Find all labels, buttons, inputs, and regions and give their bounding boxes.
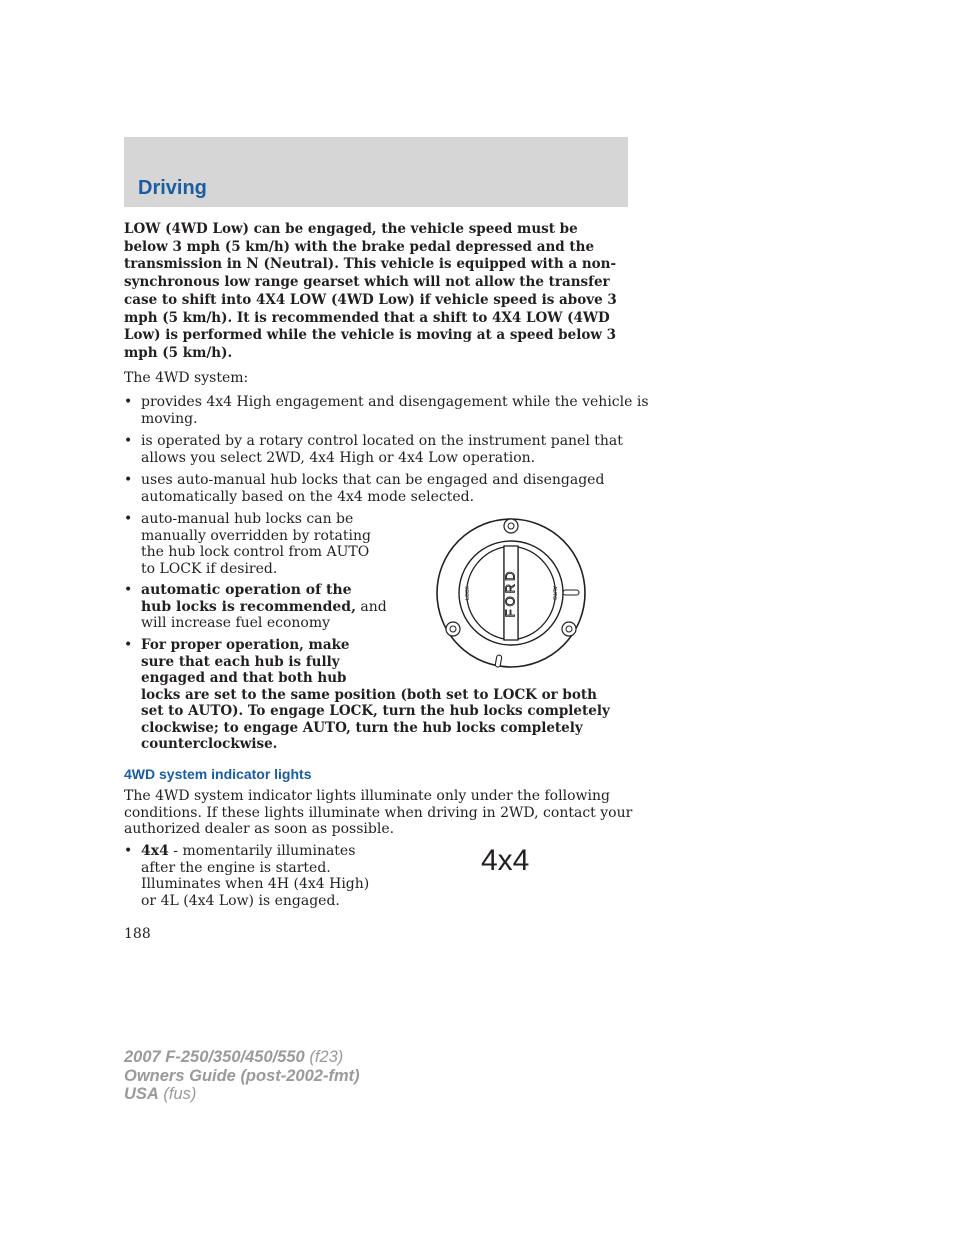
dial-auto-marker — [563, 590, 579, 595]
4x4-indicator-symbol: 4x4 — [481, 844, 530, 877]
document-footer: 2007 F-250/350/450/550 (f23) Owners Guide (post-2002-fmt) USA (fus) — [124, 1048, 360, 1103]
system-intro-text: The 4WD system: — [124, 370, 249, 386]
dial-brand-text: FORD — [502, 568, 518, 618]
indicator-lights-heading: 4WD system indicator lights — [124, 766, 312, 782]
hub-lock-dial-illustration — [434, 516, 590, 672]
dial-lock-label: LOCK — [465, 586, 471, 600]
intro-warning-paragraph: LOW (4WD Low) can be engaged, the vehicle speed must be below 3 mph (5 km/h) with the brake pedal depressed and the transmission in N (Neutral). This vehicle is equipped with a non-synchronous low range gearset which will not allow the transfer case to shift into 4X4 LOW (4WD Low) if vehicle speed is above 3 mph (5 km/h). It is recommended that a shift to 4X4 LOW (4WD Low) is performed while the vehicle is moving at a speed below 3 mph (5 km/h). — [124, 221, 617, 361]
bullet-icon: • — [124, 511, 133, 527]
page-number: 188 — [124, 926, 151, 942]
section-title: Driving — [138, 177, 207, 199]
bullet-icon: • — [124, 637, 133, 653]
bullet-icon: • — [124, 394, 133, 410]
dial-auto-label: AUTO — [551, 586, 557, 600]
bullet-icon: • — [124, 843, 133, 859]
bullet-icon: • — [124, 433, 133, 449]
bullet-icon: • — [124, 472, 133, 488]
indicator-lights-paragraph: The 4WD system indicator lights illuminate only under the following conditions. If these lights illuminate when driving in 2WD, contact your authorized dealer as soon as possible. — [124, 788, 633, 837]
bullet-icon: • — [124, 582, 133, 598]
